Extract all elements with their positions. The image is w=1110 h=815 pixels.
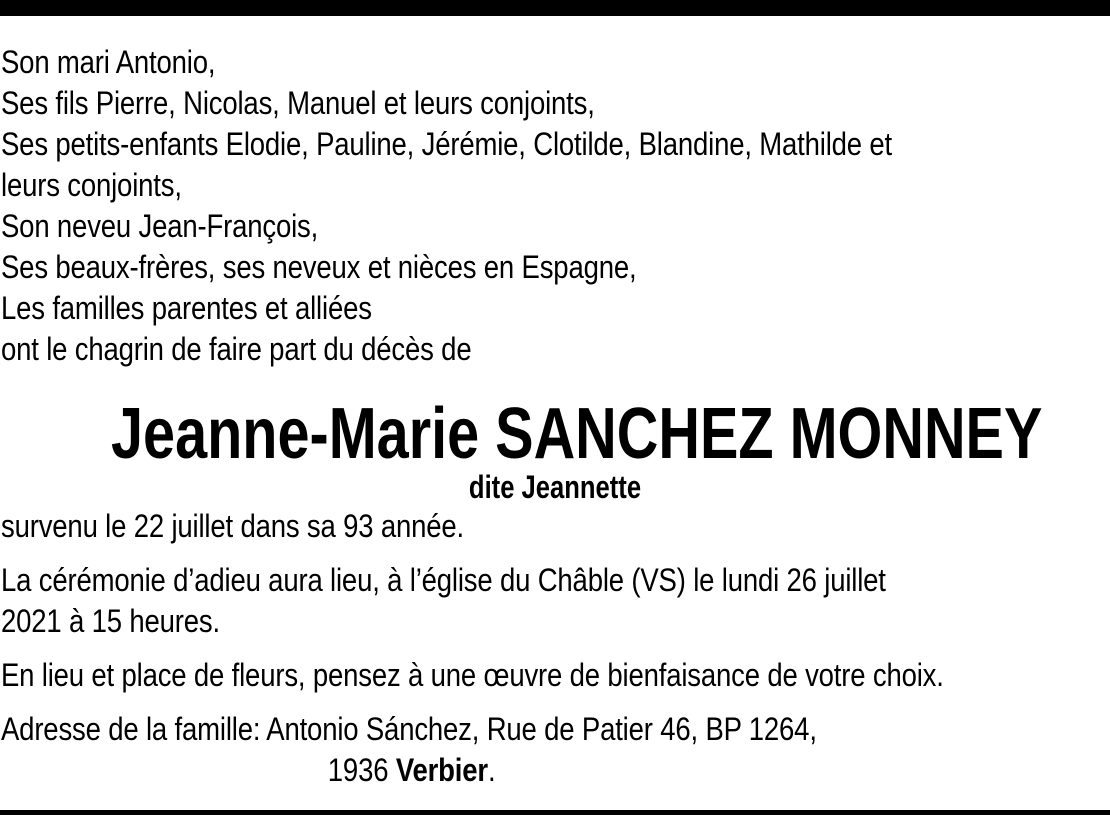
ceremony-info (1, 560, 1030, 642)
ceremony-line: 2021 à 15 heures. (1, 603, 220, 639)
family-line: leurs conjoints, (1, 167, 182, 203)
family-line: Les familles parentes et alliées (1, 290, 372, 326)
family-line: Ses petits-enfants Elodie, Pauline, Jérémie, Clotilde, Blandine, Mathilde et (1, 126, 893, 162)
death-info (1, 506, 539, 547)
family-list (1, 42, 1037, 370)
death-date-line: survenu le 22 juillet dans sa 93 année. (1, 508, 464, 544)
family-line: Ses fils Pierre, Nicolas, Manuel et leurs conjoints, (1, 85, 595, 121)
family-line: Son mari Antonio, (1, 44, 216, 80)
family-address (1, 709, 950, 791)
address-postcode: 1936 (327, 752, 396, 788)
deceased-name: Jeanne-Marie SANCHEZ MONNEY (111, 394, 1043, 474)
ceremony-line: La cérémonie d’adieu aura lieu, à l’église du Châble (VS) le lundi 26 juillet (1, 562, 886, 598)
flowers-info (1, 655, 1097, 696)
family-line: Son neveu Jean-François, (1, 208, 319, 244)
announcement-line: ont le chagrin de faire part du décès de (1, 331, 472, 367)
address-town-line (1, 750, 817, 791)
deceased-nickname: dite Jeannette (468, 469, 642, 505)
address-end: . (487, 752, 496, 788)
family-line: Ses beaux-frères, ses neveux et nièces en Espagne, (1, 249, 637, 285)
address-town: Verbier (395, 752, 488, 788)
flowers-line: En lieu et place de fleurs, pensez à une œuvre de bienfaisance de votre choix. (1, 657, 944, 693)
address-line: Adresse de la famille: Antonio Sánchez, Rue de Patier 46, BP 1264, (1, 711, 817, 747)
